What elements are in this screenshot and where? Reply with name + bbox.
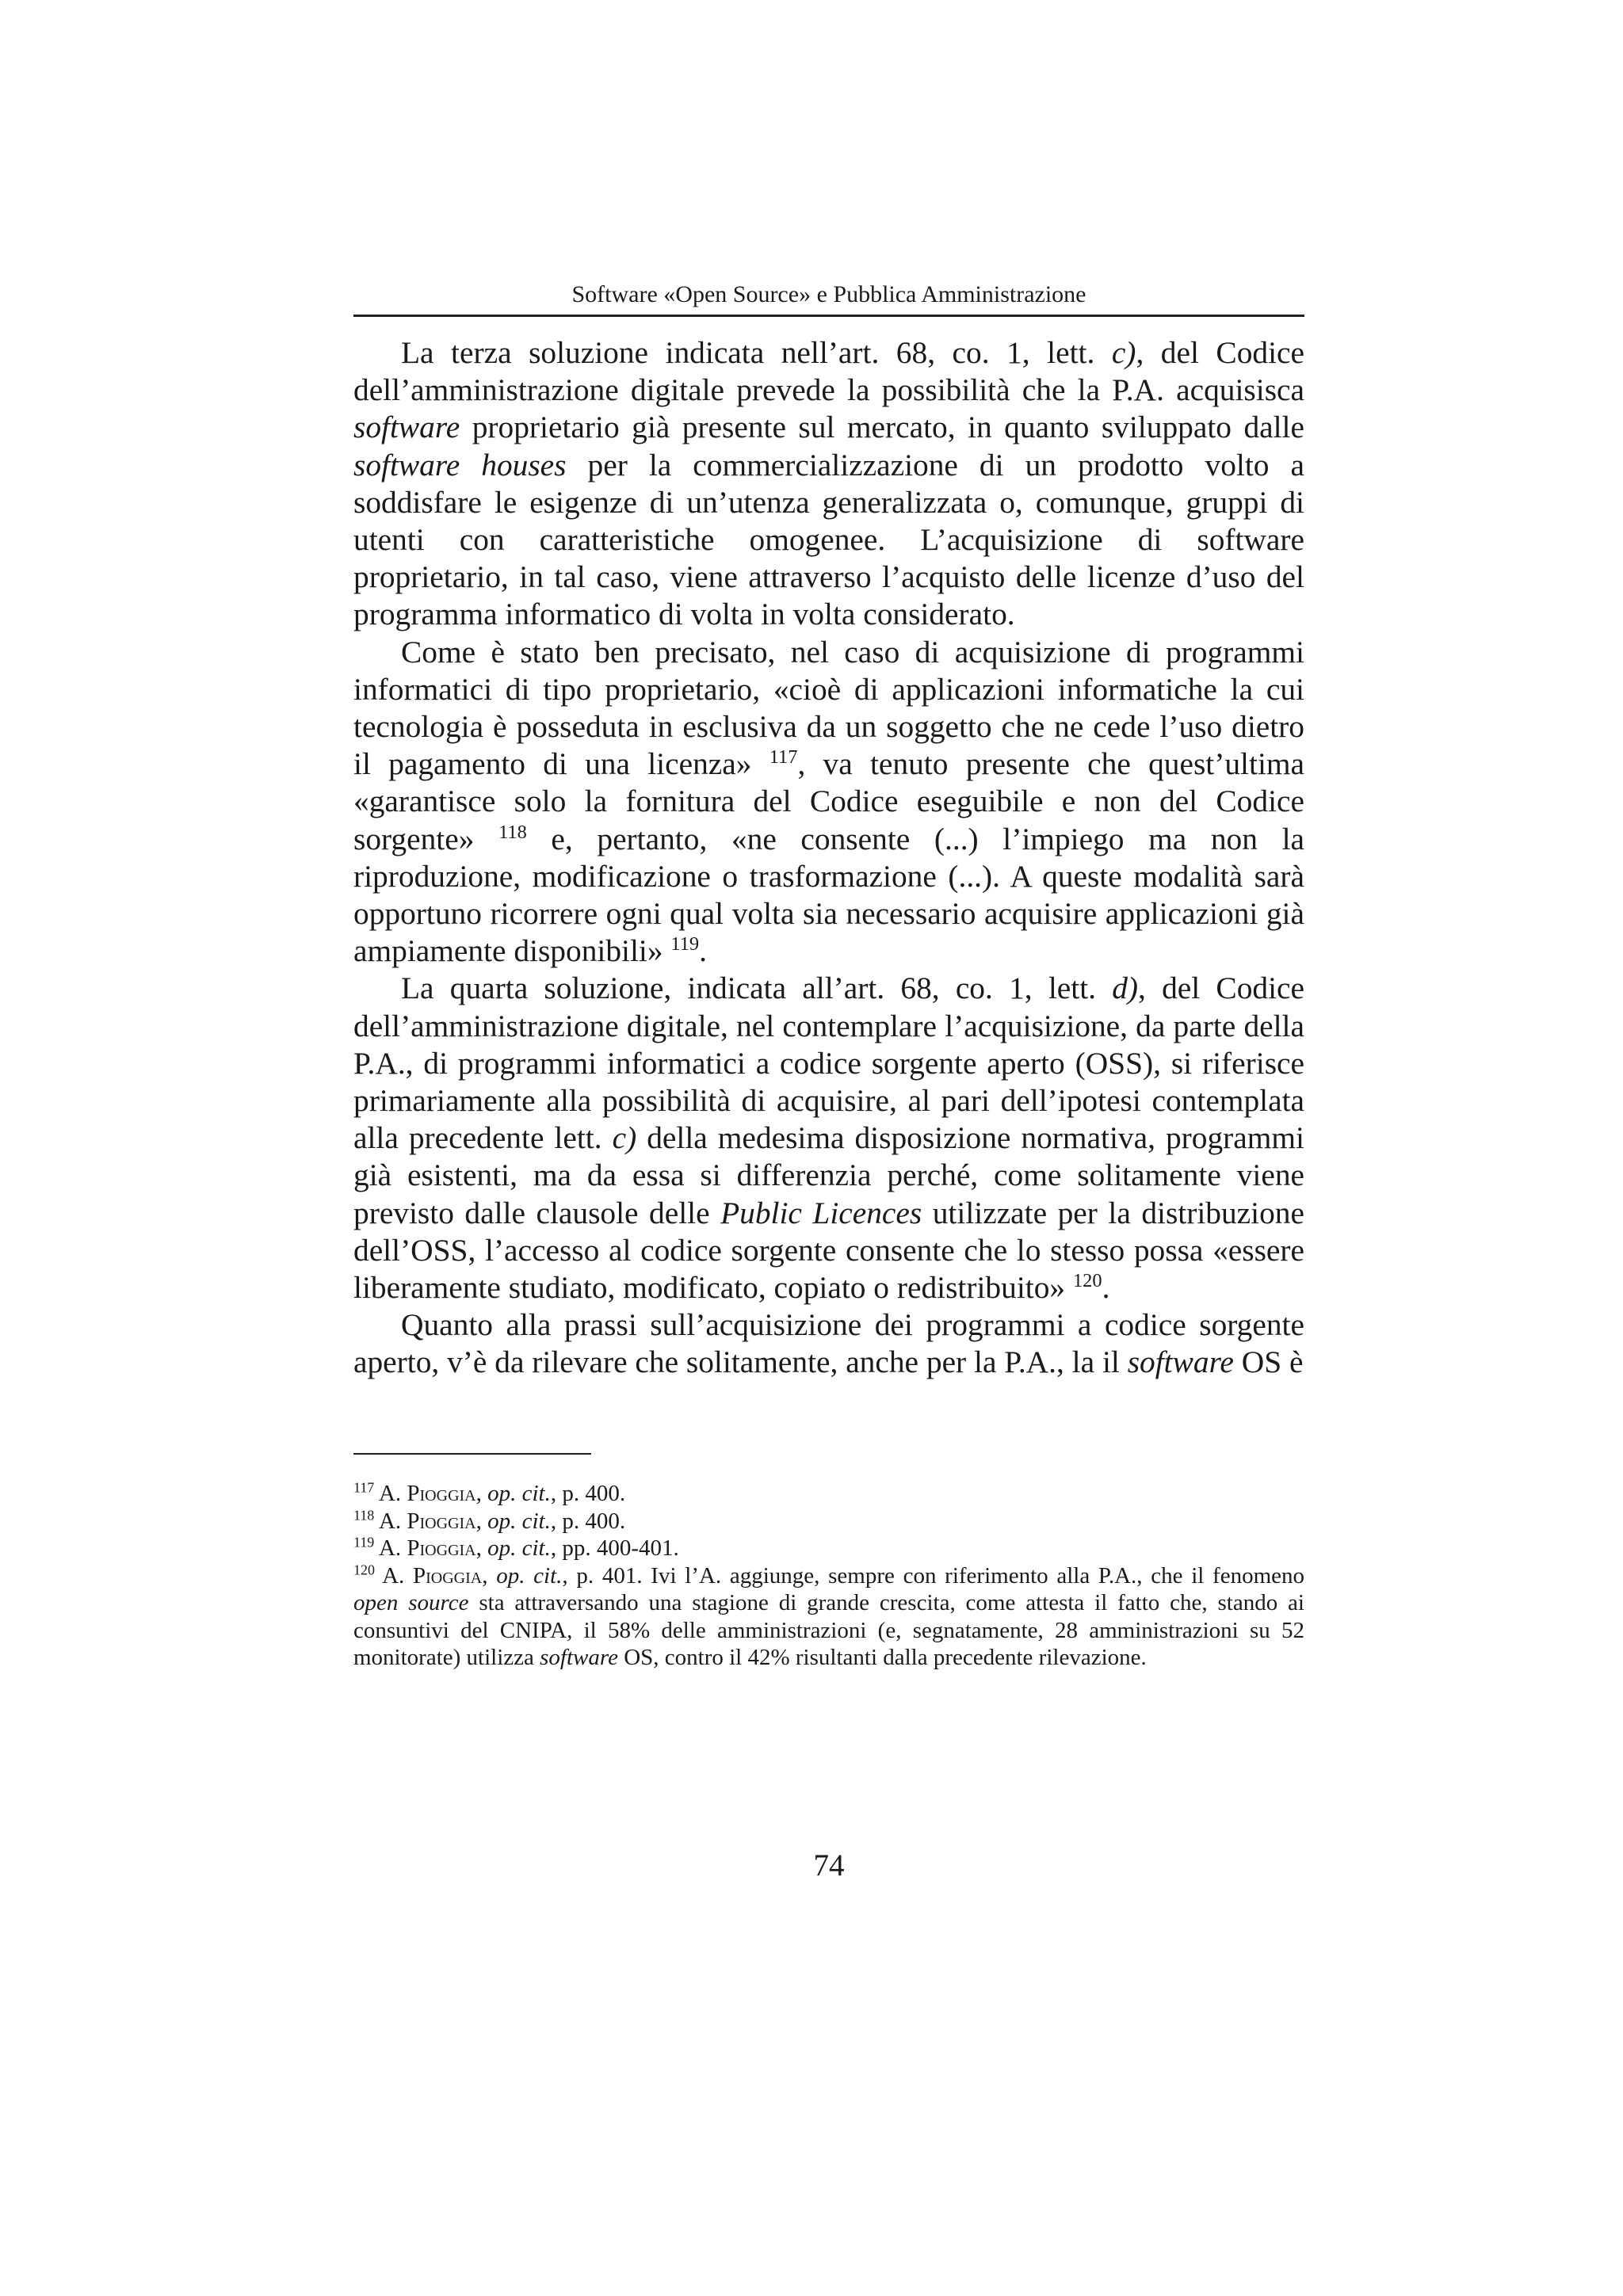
main-text [353, 334, 1304, 1382]
footnote-rule [353, 1453, 591, 1455]
text-run: , del Codice dell’amministrazione digitale prevede la possibilità che la P.A. acquisisca [353, 335, 1304, 408]
text-run: per la commercializzazione di un prodotto volto a soddisfare le esigenze di un’utenza generalizzata o, comunque, gruppi di utenti con caratteristiche omogenee. L’acquisizione di software proprietario, in tal caso, viene attraverso l’acquisto delle licenze d’uso del programma informatico di volta in volta considerato. [353, 447, 1304, 632]
footnote-ref: 118 [353, 1506, 375, 1523]
text-run: , p. 400. [550, 1481, 626, 1506]
footnote [353, 1480, 1304, 1508]
footnote-ref: 119 [670, 933, 700, 955]
paragraph [353, 334, 1304, 634]
footnote-ref: 119 [353, 1534, 375, 1550]
paragraph [353, 1306, 1304, 1381]
footnote [353, 1508, 1304, 1535]
italic-run: software [1127, 1344, 1234, 1380]
footnote-ref: 117 [353, 1479, 375, 1496]
italic-run: op. cit. [487, 1535, 551, 1561]
page-number: 74 [813, 1848, 845, 1882]
text-run: A. [374, 1562, 413, 1589]
italic-run: op. cit. [487, 1508, 551, 1534]
text-run: . [1102, 1270, 1110, 1306]
text-run: , p. 401. Ivi l’A. aggiunge, sempre con riferimento alla P.A., che il fenomeno [562, 1562, 1304, 1589]
italic-run: c) [612, 1120, 637, 1156]
footnote-ref: 118 [498, 821, 527, 843]
author-name: Pioggia [407, 1508, 476, 1534]
text-run: OS, contro il 42% risultanti dalla precedente rilevazione. [617, 1645, 1147, 1670]
text-run: , del Codice dell’amministrazione digitale, nel contemplare l’acquisizione, da parte della P.A., di programmi informatici a codice sorgente aperto (OSS), si riferisce primariamente alla possibilità di acquisire, al pari dell’ipotesi contemplata alla precedente lett. [353, 971, 1304, 1156]
paragraph [353, 970, 1304, 1306]
footnote-ref: 120 [1072, 1269, 1102, 1291]
text-run: A. [374, 1481, 407, 1506]
text-run: della medesima disposizione normativa, programmi già esistenti, ma da essa si differenzia perché, come solitamente viene previsto dalle clausole delle [353, 1120, 1304, 1230]
text-run: , [475, 1508, 488, 1534]
italic-run: op. cit. [496, 1562, 563, 1589]
text-run: , va tenuto presente che quest’ultima «garantisce solo la fornitura del Codice eseguibile e non del Codice sorgente» [353, 746, 1305, 856]
footnote [353, 1535, 1304, 1562]
footnotes [353, 1480, 1304, 1672]
text-run: utilizzate per la distribuzione dell’OSS, l’accesso al codice sorgente consente che lo stesso possa «essere liberamente studiato, modificato, copiato o redistribuito» [353, 1195, 1304, 1306]
header-rule [353, 315, 1304, 317]
author-name: Pioggia [407, 1535, 476, 1561]
text-run: , [475, 1481, 488, 1506]
text-run: Come è stato ben precisato, nel caso di acquisizione di programmi informatici di tipo proprietario, «cioè di applicazioni informatiche la cui tecnologia è posseduta in esclusiva da un soggetto che ne cede l’uso dietro il pagamento di una licenza» [353, 634, 1304, 782]
text-run: , [482, 1562, 497, 1589]
footnote [353, 1562, 1304, 1672]
text-run: e, pertanto, «ne consente (...) l’impiego ma non la riproduzione, modificazione o trasformazione (...). A queste modalità sarà opportuno ricorrere ogni qual volta sia necessario acquisire applicazioni già ampiamente disponibili» [353, 821, 1304, 969]
text-run: . [699, 933, 707, 969]
author-name: Pioggia [412, 1562, 483, 1589]
text-run: , [475, 1535, 488, 1561]
paragraph [353, 634, 1304, 971]
text-run: A. [374, 1535, 407, 1561]
text-run: , p. 400. [550, 1508, 626, 1534]
italic-run: d) [1112, 971, 1139, 1006]
italic-run: software [540, 1645, 618, 1670]
text-run: La quarta soluzione, indicata all’art. 68, co. 1, lett. [401, 971, 1113, 1006]
italic-run: op. cit. [487, 1481, 551, 1506]
text-run: OS è [1233, 1344, 1304, 1380]
italic-run: software [353, 410, 460, 445]
footnote-ref: 120 [353, 1561, 375, 1577]
running-header: Software «Open Source» e Pubblica Amministrazione [571, 281, 1086, 307]
text-run: La terza soluzione indicata nell’art. 68, co. 1, lett. [401, 335, 1112, 370]
italic-run: software houses [353, 447, 567, 482]
text-run: sta attraversando una stagione di grande crescita, come attesta il fatto che, stando ai consuntivi del CNIPA, il 58% delle amministrazioni (e, segnatamente, 28 amministrazioni su 52 monitorate) utilizza [353, 1590, 1304, 1670]
text-run: proprietario già presente sul mercato, in quanto sviluppato dalle [460, 410, 1304, 445]
author-name: Pioggia [407, 1481, 476, 1506]
italic-run: Public Licences [720, 1195, 922, 1230]
text-run: , pp. 400-401. [550, 1535, 679, 1561]
text-run: A. [374, 1508, 407, 1534]
footnote-ref: 117 [769, 746, 798, 769]
italic-run: open source [353, 1590, 469, 1615]
text-run: Quanto alla prassi sull’acquisizione dei programmi a codice sorgente aperto, v’è da rilevare che solitamente, anche per la P.A., la il [353, 1307, 1304, 1380]
italic-run: c) [1111, 335, 1136, 370]
